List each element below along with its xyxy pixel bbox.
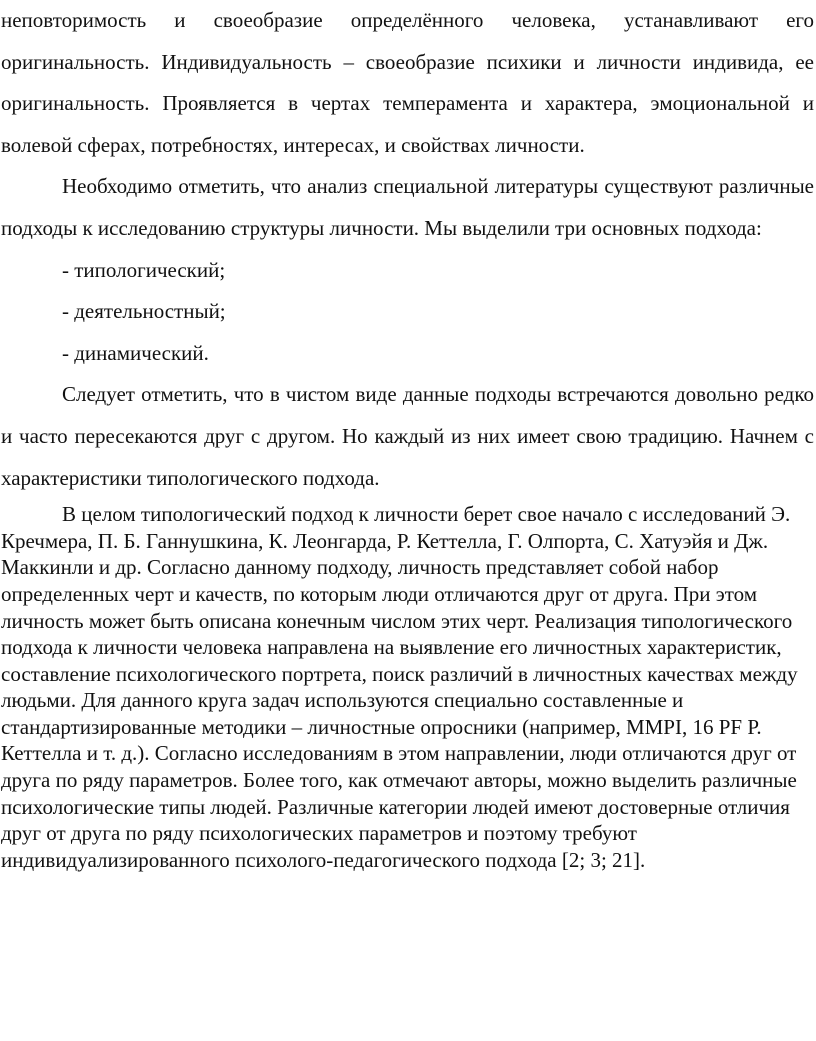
list-item-typological: - типологический; — [62, 257, 226, 282]
paragraph-approaches-intro: Необходимо отметить, что анализ специальной литературы существуют различные подходы к исследованию структуры личности. Мы выделили три основных подхода: — [1, 174, 814, 240]
paragraph-individuality-continued: неповторимость и своеобразие определённого человека, устанавливают его оригинальность. Индивидуальность – своеобразие психики и личности индивида, ее оригинальность. Проявляется в чертах темперамента и характера, эмоциональной и волевой сферах, потребностях, интересах, и свойствах личности. — [1, 8, 814, 157]
single-spaced-text-block — [1, 501, 814, 873]
paragraph-approaches-overlap: Следует отметить, что в чистом виде данные подходы встречаются довольно редко и часто пересекаются друг с другом. Но каждый из них имеет свою традицию. Начнем с характеристики типологического подхода. — [1, 382, 814, 490]
double-spaced-text-block — [1, 0, 814, 499]
list-item-dynamic: - динамический. — [62, 340, 209, 365]
paragraph-typological-approach: В целом типологический подход к личности берет свое начало с исследований Э. Кречмера, П. Б. Ганнушкина, К. Леонгарда, Р. Кеттелла, Г. Олпорта, С. Хатуэйя и Дж. Маккинли и др. Согласно данному подходу, личность представляет собой набор определенных черт и качеств, по которым люди отличаются друг от друга. При этом личность может быть описана конечным числом этих черт. Реализация типологического подхода к личности человека направлена на выявление его личностных характеристик, составление психологического портрета, поиск различий в личностных качествах между людьми. Для данного круга задач используются специально составленные и стандартизированные методики – личностные опросники (например, MMPI, 16 PF Р. Кеттелла и т. д.). Согласно исследованиям в этом направлении, люди отличаются друг от друга по ряду параметров. Более того, как отмечают авторы, можно выделить различные психологические типы людей. Различные категории людей имеют достоверные отличия друг от друга по ряду психологических параметров и поэтому требуют индивидуализированного психолого-педагогического подхода [2; 3; 21]. — [1, 502, 798, 872]
list-item-activity: - деятельностный; — [62, 299, 226, 324]
